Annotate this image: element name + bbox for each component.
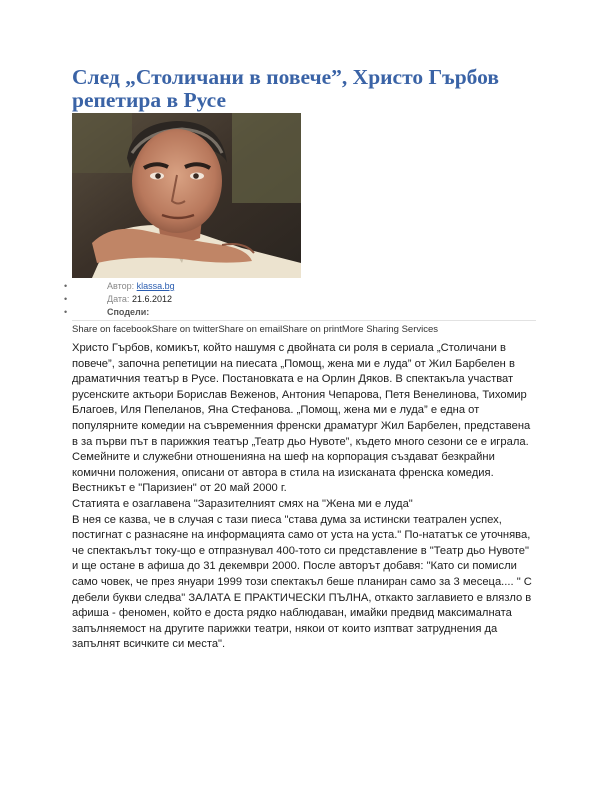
bullet-icon: • [64, 281, 68, 291]
share-twitter-link[interactable]: Share on twitter [151, 324, 219, 335]
article-body [72, 341, 536, 653]
portrait-image [72, 113, 301, 278]
paragraph: Вестникът е "Паризиен" от 20 май 2000 г. [72, 482, 287, 495]
article [64, 0, 536, 653]
paragraph: В нея се казва, че в случая с тази пиеса "става дума за истински театрален успех, постигнат с разнасяне на информацията само от уста на уста." По-нататък се уточнява, че спектакълът току-що е отпразнувал 400-тото си представление в "Театр дьо Нувоте" и ще остане в афиша до 31 декември 2000. После авторът добавя: "Като си помисли само човек, че през януари 1999 този спектакъл беше планиран само за 3 месеца.... " С дебели букви следва" ЗАЛАТА Е ПРАКТИЧЕСКИ ПЪЛНА, откакто заглавието е влязло в афиша - феномен, който е доста рядко наблюдаван, имайки предвид максималната запълняемост на другите парижки театри, някои от които изптват затруднения да запълнят всичките си места". [72, 513, 532, 651]
article-title: След „Столичани в повече”, Христо Гърбов репетира в Русе [72, 65, 499, 112]
share-email-link[interactable]: Share on email [218, 324, 283, 335]
article-meta [64, 280, 536, 319]
paragraph: Христо Гърбов, комикът, който нашумя с двойната си роля в сериала „Столичани в повече”, започна репетиции на пиесата „Помощ, жена ми е луда” от Жил Барбелен в драматичния театър в Русе. Постановката е на Орлин Дяков. В спектакъла участват русенските актьори Борислав Веженов, Антония Чепарова, Петя Венелинова, Тихомир Благоев, Иля Пепеланов, Яна Стефанова. „Помощ, жена ми е луда” е една от популярните комедии на съвременния френски драматург Жил Барбелен, представена в за първи път в парижкия театър „Театр дьо Нувоте”, където много сезони се е играла. Семейните и служебни отношенияна на шеф на корпорация създават безкрайни комични положения, описани от автора в стила на изисканата френска комедия. [72, 342, 531, 479]
more-sharing-link[interactable]: More Sharing Services [341, 324, 439, 335]
date-value: 21.6.2012 [131, 294, 172, 304]
meta-share [64, 306, 536, 319]
bullet-icon: • [64, 307, 68, 317]
article-photo [72, 113, 301, 278]
meta-author [64, 280, 536, 293]
author-label: Автор: [107, 281, 135, 291]
share-facebook-link[interactable]: Share on facebook [72, 324, 152, 335]
bullet-icon: • [64, 294, 68, 304]
paragraph: Статията е озаглавена "Заразителният смях на "Жена ми е луда" [72, 497, 413, 510]
meta-date [64, 293, 536, 306]
share-print-link[interactable]: Share on print [282, 324, 342, 335]
date-label: Дата: [107, 294, 130, 304]
share-links [72, 320, 536, 336]
author-link[interactable]: klassa.bg [136, 281, 175, 291]
share-label: Сподели: [107, 307, 150, 317]
